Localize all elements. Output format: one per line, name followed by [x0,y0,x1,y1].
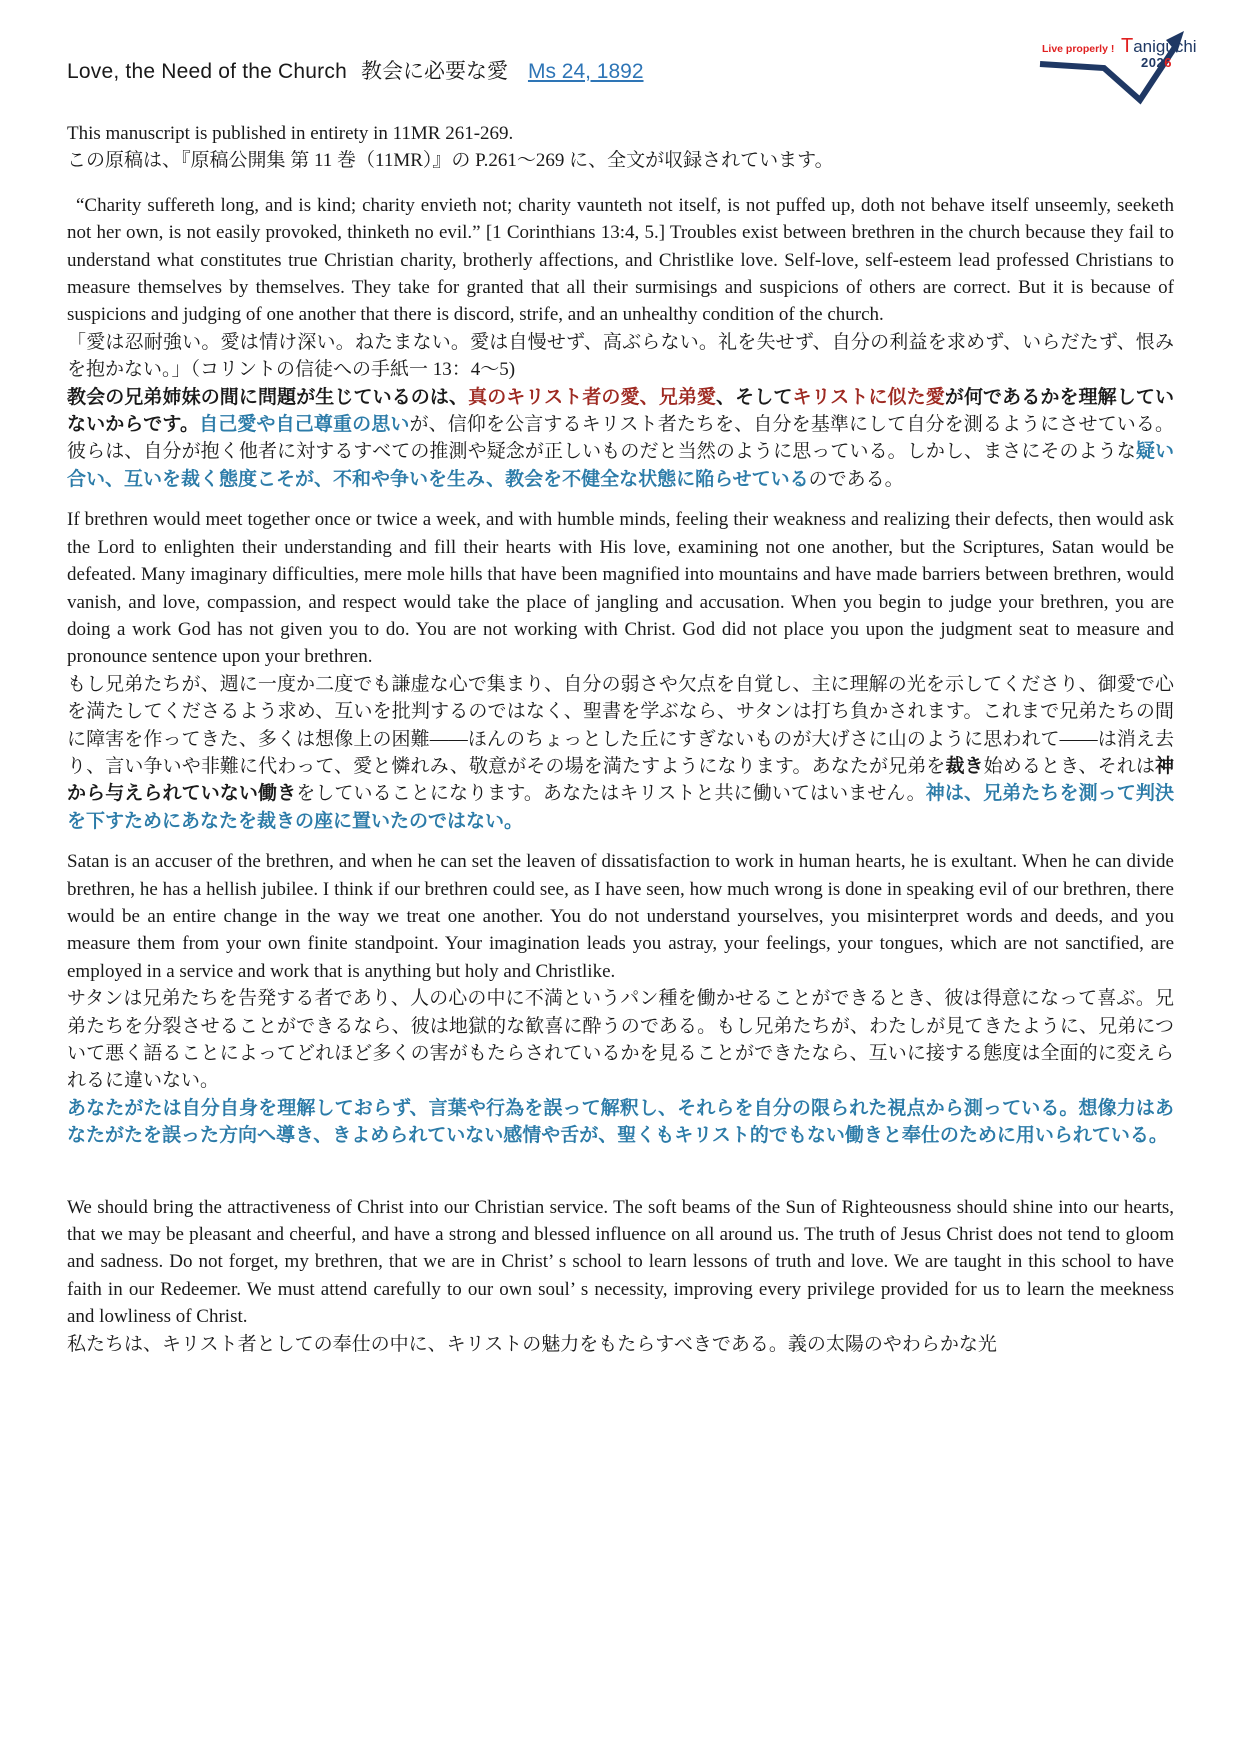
text-block [67,1194,1174,1331]
text-run: 「愛は忍耐強い。愛は情け深い。ねたまない。愛は自慢せず、高ぶらない。礼を失せず、自分の利益を求めず、いらだたず、恨みを抱かない。」（コリントの信徒への手紙一 13：4～5) [67,331,1174,381]
publication-note-english: This manuscript is published in entirety in 11MR 261-269. [67,123,514,144]
text-block [67,848,1174,985]
text-run: 始めるとき、それは [983,755,1155,777]
text-run: サタンは兄弟たちを告発する者であり、人の心の中に不満というパン種を働かせることができるとき、彼は得意になって喜ぶ。兄弟たちを分裂させることができるなら、彼は地獄的な歓喜に酔うのである。もし兄弟たちが、わたしが見てきたように、兄弟について悪く語ることによってどれほど多くの害がもたらされているかを見ることができたなら、互いに接する態度は全面的に変えられるに違いない。 [67,988,1174,1092]
logo-brand-initial: T [1121,35,1134,57]
text-block [67,1331,1174,1358]
text-run: Satan is an accuser of the brethren, and when he can set the leaven of dissatisfaction to work in human hearts, he is exultant. When he can divide brethren, he has a hellish jubilee. I think if our brethren could see, as I have seen, how much wrong is done in speaking evil of our brethren, there would be an entire change in the way we treat one another. You do not understand yourselves, you misinterpret words and deeds, and you measure them from your own finite standpoint. Your imagination leads you astray, your feelings, your tongues, which are not sanctified, are employed in a service and work that is anything but holy and Christlike. [67,851,1174,982]
text-block [67,329,1174,384]
text-run: をしていることになります。あなたはキリストと共に働いてはいません。 [296,783,926,805]
paragraph-group [67,192,1174,493]
publication-note [67,120,1174,175]
text-run: もし兄弟たちが、週に一度か二度でも謙虚な心で集まり、自分の弱さや欠点を自覚し、主に理解の光を示してくださり、御愛で心を満たしてくださるよう求め、互いを批判するのではなく、聖書を学ぶなら、サタンは打ち負かされます。これまで兄弟たちの間に障害を作ってきた、多くは想像上の困難——ほんのちょっとした丘にすぎないものが大げさに山のように思われて——は消え去り、言い争いや非難に代わって、愛と憐れみ、敬意がその場を満たすようになります。あなたが兄弟を [67,673,1174,777]
page-title [67,58,1174,86]
text-block [67,671,1174,835]
text-run: が何であるかを理解していないからです。 [67,386,1174,436]
paragraph-group [67,506,1174,835]
page-title-japanese: 教会に必要な愛 [360,60,508,83]
logo-brand-rest: aniguchi [1133,37,1197,56]
text-run: 神は、兄弟たちを測って判決を下すためにあなたを裁きの座に置いたのではない。 [67,783,1174,832]
logo-year-prefix: 202 [1141,55,1165,70]
page-title-english: Love, the Need of the Church [67,60,347,83]
taniguchi-logo [1038,28,1197,110]
text-block [67,192,1174,329]
text-run: If brethren would meet together once or twice a week, and with humble minds, feeling their weakness and realizing their defects, then would ask the Lord to enlighten their understanding and fill their hearts with His love, examining not one another, but the Scriptures, Satan would be defeated. Many imaginary difficulties, mere mole hills that have been magnified into mountains and have made barriers between brethren, would vanish, and love, compassion, and respect would take the place of jangling and accusation. When you begin to judge your brethren, you are doing a work God has not given you to do. You are not working with Christ. God did not place you upon the judgment seat to measure and pronounce sentence upon your brethren. [67,509,1174,668]
text-block [67,1095,1174,1150]
text-run: “Charity suffereth long, and is kind; charity envieth not; charity vaunteth not itself, is not puffed up, doth not behave itself unseemly, seeketh not her own, is not easily provoked, thinketh no evil.” [1 Corinthians 13:4, 5.] Troubles exist between brethren in the church because they fail to understand what constitutes true Christian charity, brotherly affections, and Christlike love. Self-love, self-esteem lead professed Christians to measure themselves by themselves. They take for granted that all their surmisings and suspicions of others are correct. But it is because of suspicions and judging of one another that there is discord, strife, and an unhealthy condition of the church. [67,194,1174,326]
text-block [67,506,1174,670]
text-run: のである。 [808,468,904,490]
text-run: キリストに似た愛 [792,386,945,408]
text-run: あなたがたは自分自身を理解しておらず、言葉や行為を誤って解釈し、それらを自分の限られた視点から測っている。想像力はあなたがたを誤った方向へ導き、きよめられていない感情や舌が、聖くもキリスト的でもない働きと奉仕のために用いられている。 [67,1097,1174,1147]
text-run: 裁き [945,755,984,777]
text-run: 教会の兄弟姉妹の間に問題が生じているのは、 [67,386,469,408]
logo-year [1141,55,1172,70]
text-run: 、そして [716,386,793,408]
paragraph-group [67,1194,1174,1358]
document-body [67,192,1174,1358]
text-run: 神から与えられていない働き [67,755,1174,805]
text-block [67,384,1174,494]
manuscript-reference-link[interactable]: Ms 24, 1892 [527,60,644,83]
text-block [67,985,1174,1095]
text-run: 疑い合い、互いを裁く態度こそが、不和や争いを生み、教会を不健全な状態に陥らせている [67,441,1174,490]
publication-note-japanese: この原稿は、『原稿公開集 第 11 巻（11MR）』の P.261～269 に、全文が収録されています。 [67,150,834,172]
text-run: We should bring the attractiveness of Christ into our Christian service. The soft beams of the Sun of Righteousness should shine into our hearts, that we may be pleasant and cheerful, and have a strong and blessed influence on all around us. The truth of Jesus Christ does not tend to gloom and sadness. Do not forget, my brethren, that we are in Christ’ s school to learn lessons of truth and love. We are taught in this school to have faith in our Redeemer. We must attend carefully to our own soul’ s necessity, improving every privilege provided for us to learn the meekness and lowliness of Christ. [67,1196,1174,1328]
logo-year-suffix: 6 [1164,55,1172,70]
text-run: 私たちは、キリスト者としての奉仕の中に、キリストの魅力をもたらすべきである。義の太陽のやわらかな光 [67,1333,997,1355]
text-run: 真のキリスト者の愛、兄弟愛 [468,386,717,408]
paragraph-group [67,848,1174,1149]
text-run: が、信仰を公言するキリスト者たちを、自分を基準にして自分を測るようにさせている。彼らは、自分が抱く他者に対するすべての推測や疑念が正しいものだと当然のように思っている。しかし、まさにそのような [67,414,1175,463]
text-run: 自己愛や自己尊重の思い [199,414,410,436]
logo-tagline: Live properly ! [1042,43,1115,55]
